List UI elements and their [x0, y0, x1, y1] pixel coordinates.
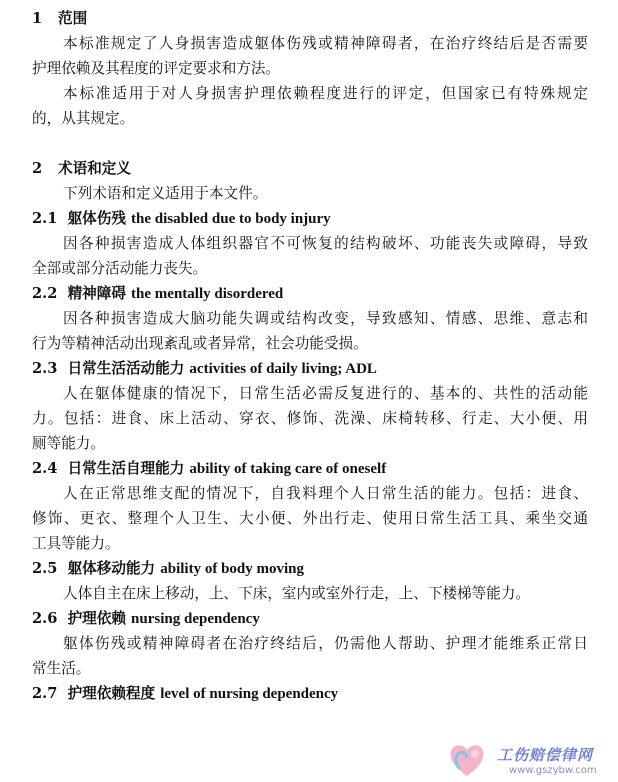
term-en: nursing dependency — [131, 611, 260, 627]
paragraph-line: 人体自主在床上移动，上、下床，室内或室外行走，上、下楼梯等能力。 — [63, 585, 531, 602]
term-number: 2.1 — [32, 210, 58, 227]
term-zh: 护理依赖程度 — [67, 685, 156, 702]
watermark-url: www.gszybw.com — [509, 765, 597, 776]
section-number: 2 — [32, 160, 43, 177]
section-2-heading — [32, 156, 588, 181]
section-1-heading — [32, 6, 588, 31]
term-en: ability of taking care of oneself — [189, 461, 387, 477]
watermark-title: 工伤赔偿律网 — [497, 746, 594, 764]
paragraph-line: 行为等精神活动出现紊乱或者异常，社会功能受损。 — [32, 335, 368, 352]
term-zh: 日常生活自理能力 — [67, 460, 185, 477]
paragraph-line: 人在正常思维支配的情况下，自我料理个人日常生活的能力。包括：进食、 — [63, 485, 588, 502]
term-heading — [32, 606, 588, 632]
section-number: 1 — [32, 10, 43, 27]
paragraph-line: 护理依赖及其程度的评定要求和方法。 — [32, 60, 281, 77]
term-heading — [32, 206, 588, 232]
site-watermark — [445, 738, 615, 780]
paragraph-line: 工具等能力。 — [32, 535, 120, 552]
term-heading — [32, 681, 588, 707]
section-title: 术语和定义 — [58, 160, 131, 177]
term-number: 2.4 — [32, 460, 58, 477]
paragraph-line: 常生活。 — [32, 660, 91, 677]
term-number: 2.7 — [32, 685, 58, 702]
heart-logo-icon — [445, 738, 489, 780]
term-heading — [32, 456, 588, 482]
term-en: level of nursing dependency — [160, 686, 339, 702]
paragraph-line: 全部或部分活动能力丧失。 — [32, 260, 208, 277]
term-zh: 躯体伤残 — [67, 210, 126, 227]
section-title: 范围 — [58, 10, 88, 27]
paragraph-line: 的，从其规定。 — [32, 110, 135, 127]
paragraph-line: 下列术语和定义适用于本文件。 — [63, 185, 268, 202]
term-zh: 护理依赖 — [67, 610, 126, 627]
paragraph-line: 因各种损害造成人体组织器官不可恢复的结构破坏、功能丧失或障碍，导致 — [63, 235, 588, 252]
term-zh: 躯体移动能力 — [67, 560, 156, 577]
term-number: 2.6 — [32, 610, 58, 627]
paragraph-line: 人在躯体健康的情况下，日常生活必需反复进行的、基本的、共性的活动能 — [63, 385, 588, 402]
term-number: 2.2 — [32, 285, 58, 302]
term-number: 2.3 — [32, 360, 58, 377]
term-en: the mentally disordered — [131, 286, 284, 302]
term-en: activities of daily living; ADL — [189, 361, 377, 377]
paragraph-line: 因各种损害造成大脑功能失调或结构改变，导致感知、情感、思维、意志和 — [63, 310, 588, 327]
term-en: the disabled due to body injury — [131, 211, 331, 227]
paragraph-line: 躯体伤残或精神障碍者在治疗终结后，仍需他人帮助、护理才能维系正常日 — [63, 635, 588, 652]
paragraph-line: 厕等能力。 — [32, 435, 105, 452]
paragraph-line: 本标准规定了人身损害造成躯体伤残或精神障碍者，在治疗终结后是否需要 — [63, 35, 588, 52]
term-zh: 精神障碍 — [67, 285, 126, 302]
paragraph-line: 本标准适用于对人身损害护理依赖程度进行的评定，但国家已有特殊规定 — [63, 85, 588, 102]
term-heading — [32, 281, 588, 307]
paragraph-line: 修饰、更衣、整理个人卫生、大小便、外出行走、使用日常生活工具、乘坐交通 — [32, 510, 588, 527]
paragraph-line: 力。包括：进食、床上活动、穿衣、修饰、洗澡、床椅转移、行走、大小便、用 — [32, 410, 588, 427]
term-en: ability of body moving — [160, 561, 305, 577]
term-heading — [32, 356, 588, 382]
term-heading — [32, 556, 588, 582]
term-number: 2.5 — [32, 560, 58, 577]
term-zh: 日常生活活动能力 — [67, 360, 185, 377]
